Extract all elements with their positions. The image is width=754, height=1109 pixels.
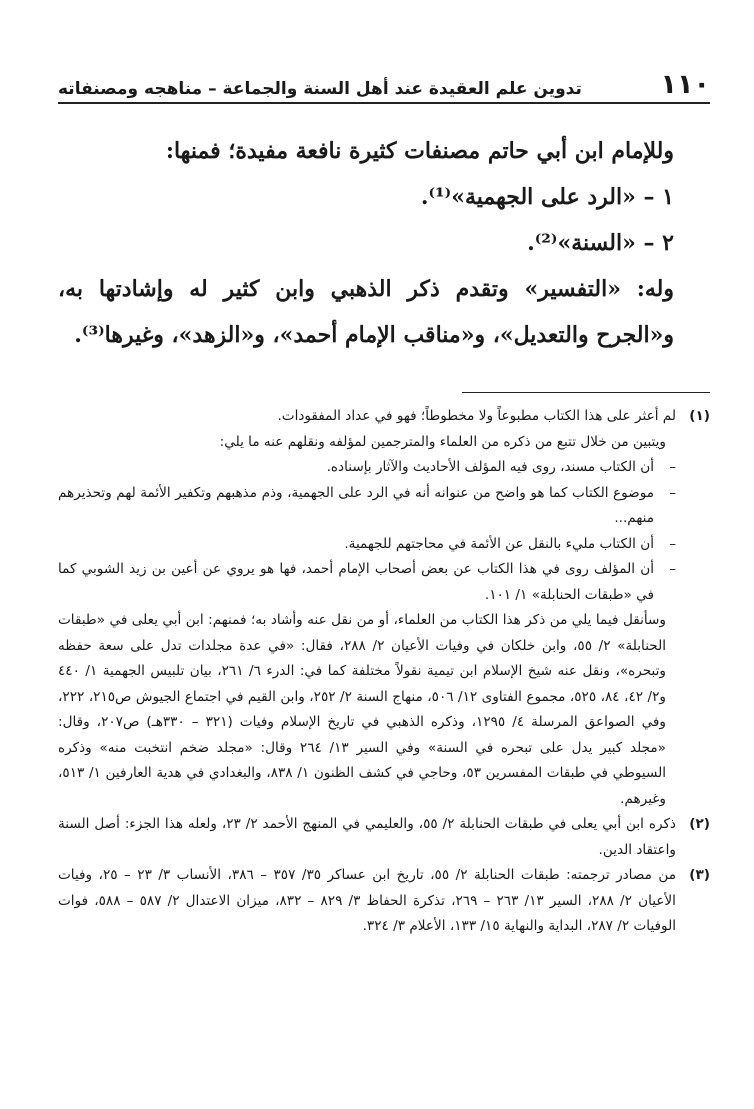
list-item [58, 532, 676, 558]
footnote-text: ذكره ابن أبي يعلى في طبقات الحنابلة ٢/ ٥٥، والعليمي في المنهج الأحمد ٢/ ٢٣، ولعله هذا الجزء: أصل السنة واعتقاد الدين. [58, 816, 676, 858]
footnote-2 [58, 812, 710, 863]
footnote-body [58, 812, 676, 863]
footnote-paragraph: ويتبين من خلال تتبع من ذكره من العلماء والمترجمين لمؤلفه ونقلهم عنه ما يلي: [219, 433, 666, 450]
footnote-number: (١) [689, 408, 710, 424]
dash-bullet: – [669, 535, 676, 552]
footnote-3 [58, 863, 710, 940]
footnote-separator [462, 392, 710, 393]
footnote-body [58, 404, 676, 812]
intro-paragraph: وللإمام ابن أبي حاتم مصنفات كثيرة نافعة مفيدة؛ فمنها: [165, 138, 674, 164]
footnotes [58, 404, 710, 940]
list-item-radd: ١ – «الرد على الجهمية»⁽¹⁾. [420, 184, 674, 210]
main-text [58, 128, 710, 358]
dash-bullet: – [669, 561, 676, 577]
bullet-text: أن الكتاب مليء بالنقل عن الأئمة في محاجتهم للجهمية. [344, 535, 654, 552]
bullet-text: أن المؤلف روى في هذا الكتاب عن بعض أصحاب الإمام أحمد، فها هو يروي عن أعين بن زيد الشوبي كما في «طبقات الحنابلة» ١/ ١٠١. [58, 561, 654, 603]
list-item [58, 481, 676, 532]
footnote-line: لم أعثر على هذا الكتاب مطبوعاً ولا مخطوطاً؛ فهو في عداد المفقودات. [277, 408, 676, 424]
footnote-body [58, 863, 676, 940]
footnote-number: (٣) [689, 867, 710, 883]
footnote-number: (٢) [689, 816, 710, 832]
dash-bullet: – [669, 459, 676, 475]
closing-paragraph: وله: «التفسير» وتقدم ذكر الذهبي وابن كثير له وإشادتها به، و«الجرح والتعديل»، و«مناقب الإمام أحمد»، و«الزهد»، وغيرها⁽³⁾. [58, 276, 674, 348]
list-item [58, 557, 676, 608]
footnote-text: من مصادر ترجمته: طبقات الحنابلة ٢/ ٥٥، تاريخ ابن عساكر ٣٥/ ٣٥٧ – ٣٨٦، الأنساب ٣/ ٢٣ – ٢٥، وفيات الأعيان ٢/ ٢٨٨، السير ١٣/ ٢٦٣ – ٢٦٩، تذكرة الحفاظ ٣/ ٨٢٩ – ٨٣٢، ميزان الاعتدال ٢/ ٥٨٧ – ٥٨٨، فوات الوفيات ٢/ ٢٨٧، البداية والنهاية ١٥/ ١٣٣، الأعلام ٣/ ٣٢٤. [58, 867, 676, 934]
list-item [58, 455, 676, 481]
dash-bullet: – [669, 484, 676, 501]
footnote-paragraph: وسأنقل فيما يلي من ذكر هذا الكتاب من العلماء، أو من نقل عنه وأشاد به؛ فمنهم: ابن أبي يعلى في «طبقات الحنابلة» ٢/ ٥٥، وابن خلكان في وفيات الأعيان ٢/ ٢٨٨، فقال: «في عدة مجلدات تدل على سعة حفظه وتبحره»، ونقل عنه شيخ الإسلام ابن تيمية نقولاً مختلفة كما في: الدرء ٦/ ٢٦١، بيان تلبيس الجهمية ١/ ٤٤٠ و٢/ ٤٢، ٨٤، ٥٢٥، مجموع الفتاوى ١٢/ ٥٠٦، منهاج السنة ٢/ ٢٥٢، وابن القيم في اجتماع الجيوش ص٢١٥، ٢٢٢، وفي الصواعق المرسلة ٤/ ١٢٩٥، وذكره الذهبي في تاريخ الإسلام وفيات (٣٢١ – ٣٣٠هـ) ص٢٠٧، وقال: «مجلد كبير يدل على تبحره في السنة» وفي السير ١٣/ ٢٦٤ وقال: «مجلد ضخم انتخبت منه» وذكره السيوطي في طبقات المفسرين ٥٣، وحاجي في كشف الظنون ١/ ٨٣٨، والبغدادي في هدية العارفين ١/ ٥١٣، وغيرهم. [58, 612, 666, 807]
bullet-text: أن الكتاب مسند، روى فيه المؤلف الأحاديث والآثار بإسناده. [326, 459, 654, 475]
bullet-text: موضوع الكتاب كما هو واضح من عنوانه أنه في الرد على الجهمية، وذم مذهبهم وتكفير الأئمة لهم وتحذيرهم منهم... [58, 484, 654, 526]
running-title: تدوين علم العقيدة عند أهل السنة والجماعة – مناهجه ومصنفاته [58, 79, 582, 99]
page-header [58, 62, 710, 104]
list-item-sunnah: ٢ – «السنة»⁽²⁾. [527, 230, 674, 256]
footnote-1 [58, 404, 710, 812]
page-number: ١١٠ [660, 69, 710, 100]
